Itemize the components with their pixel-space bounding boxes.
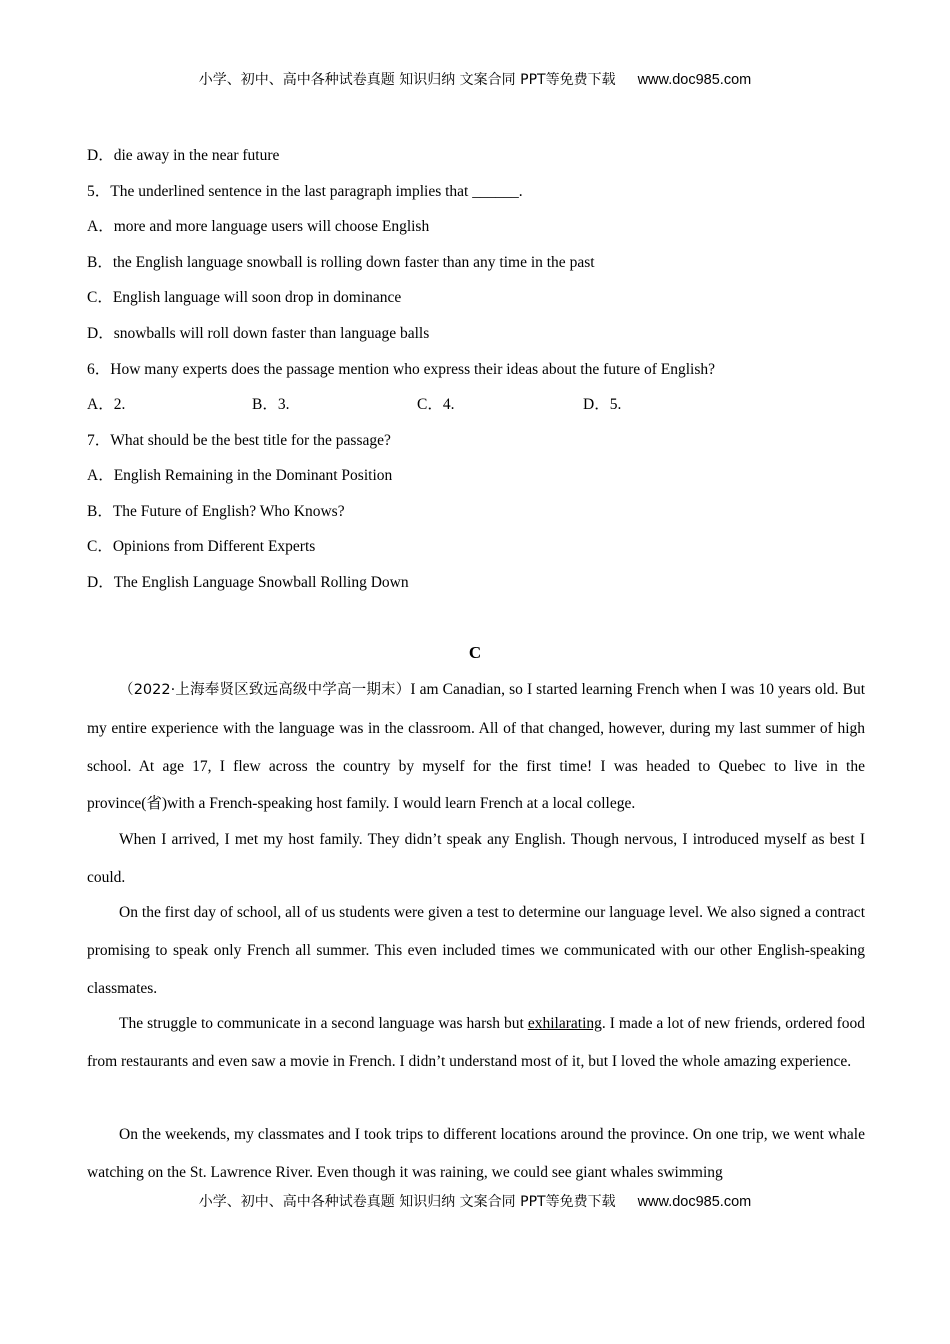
q7-option-b: B．The Future of English? Who Knows? [87, 503, 345, 520]
q7-option-d: D．The English Language Snowball Rolling Down [87, 574, 409, 591]
section-c-title: C [468, 643, 482, 662]
q6-stem: 6．How many experts does the passage mention who express their ideas about the future of English? [87, 361, 716, 378]
q5-option-a: A．more and more language users will choose English [87, 218, 430, 235]
section-c-paragraph-5: On the weekends, my classmates and I took trips to different locations around the province. On one trip, we went whale watching on the St. Lawrence River. Even though it was raining, we could see giant whales swimming [87, 1126, 865, 1181]
underlined-word: exhilarating [527, 1015, 602, 1032]
q6-option-d: D．5. [583, 396, 622, 413]
q5-option-c: C．English language will soon drop in dominance [87, 289, 402, 306]
q6-option-a: A．2. [87, 396, 126, 413]
q7-option-a: A．English Remaining in the Dominant Position [87, 467, 393, 484]
section-c-paragraph-2: When I arrived, I met my host family. They didn’t speak any English. Though nervous, I introduced myself as best I could. [87, 831, 865, 886]
q6-option-b: B．3. [252, 396, 290, 413]
footer-site-link[interactable]: www.doc985.com [637, 1194, 752, 1210]
q5-option-d: D．snowballs will roll down faster than language balls [87, 325, 430, 342]
section-c-paragraph-1 [87, 671, 865, 823]
section-c-p4-text-start: The struggle to communicate in a second language was harsh but [119, 1015, 528, 1032]
section-c-source: （2022·上海奉贤区致远高级中学高一期末） [119, 682, 411, 698]
page-header [0, 69, 950, 89]
section-c-p4-text-end: . I made a lot of new friends, ordered food from restaurants and even saw a movie in French. I didn’t understand most of it, but I loved the whole amazing experience. [87, 1015, 865, 1070]
q7-stem: 7．What should be the best title for the passage? [87, 432, 391, 449]
q4-option-d: D．die away in the near future [87, 147, 280, 164]
section-c-p1-text: I am Canadian, so I started learning French when I was 10 years old. But my entire experience with the language was in the classroom. All of that changed, however, during my last summer of high school. At age 17, I flew across the country by myself for the first time! I was headed to Quebec to live in the province(省)with a French-speaking host family. I would learn French at a local college. [87, 681, 865, 813]
page-footer [0, 1191, 950, 1211]
section-c-paragraph-3: On the first day of school, all of us students were given a test to determine our language level. We also signed a contract promising to speak only French all summer. This even included times we communicated with our other English-speaking classmates. [87, 904, 865, 997]
footer-text: 小学、初中、高中各种试卷真题 知识归纳 文案合同 PPT等免费下载 [198, 1194, 616, 1210]
q7-option-c: C．Opinions from Different Experts [87, 538, 316, 555]
header-text: 小学、初中、高中各种试卷真题 知识归纳 文案合同 PPT等免费下载 [198, 72, 616, 88]
q6-option-c: C．4. [417, 396, 455, 413]
q5-stem: 5．The underlined sentence in the last paragraph implies that ______. [87, 183, 523, 200]
header-site-link[interactable]: www.doc985.com [637, 72, 752, 88]
section-c-paragraph-4 [87, 1005, 865, 1081]
q5-option-b: B．the English language snowball is rolling down faster than any time in the past [87, 254, 595, 271]
